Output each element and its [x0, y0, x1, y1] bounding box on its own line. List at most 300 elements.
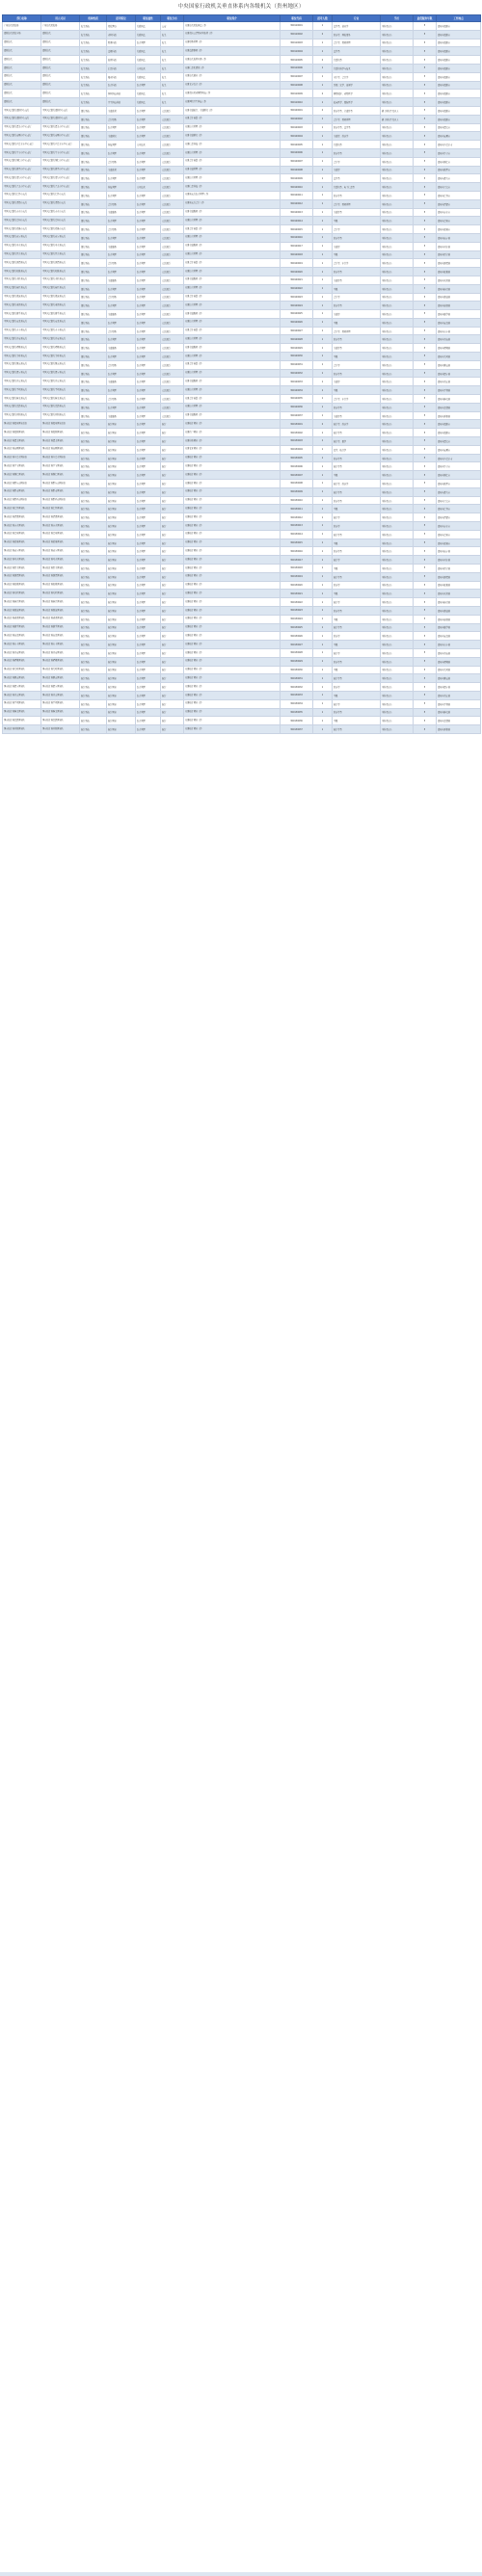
table-cell: 查验科员 [107, 30, 136, 39]
table-cell: 本科及以上 [381, 90, 414, 98]
table-cell: 中国人民银行平坝县支行 [41, 386, 80, 395]
table-cell: 综合管理 [107, 217, 136, 225]
table-cell: 本科及以上 [381, 683, 414, 692]
table-cell: 人民银行 [161, 259, 184, 268]
table-cell: 贵州省天柱县 [437, 590, 481, 598]
column-header: 职位简介 [184, 15, 281, 22]
table-cell: 300130018 [281, 565, 313, 573]
table-cell: 300130006 [281, 462, 313, 471]
table-cell: 中国人民银行贵阳中心支行 [41, 106, 80, 115]
table-cell: 从事统计调查工作 [184, 539, 281, 547]
table-cell: 统计系统 [80, 496, 107, 505]
table-cell: 贵州省湄潭县 [437, 259, 481, 268]
table-row [3, 259, 481, 268]
table-cell: 300110005 [281, 56, 313, 65]
table-cell: 从事县支行会计工作 [184, 199, 281, 208]
table-cell: 从事海关监管业务工作 [184, 56, 281, 65]
table-cell: 从事综合管理工作 [184, 268, 281, 276]
table-cell: 不限 [333, 250, 381, 259]
recruitment-table [2, 14, 481, 734]
table-cell: 5 [414, 606, 437, 615]
table-cell: 5 [414, 572, 437, 581]
table-cell: 统计 [161, 598, 184, 607]
table-cell: 中国人民银行望谟县支行 [41, 302, 80, 310]
table-cell: 从事县支行综合管理工作 [184, 191, 281, 199]
table-cell: 中国人民银行息烽县支行 [3, 403, 41, 411]
table-cell: 中国人民银行贞丰县支行 [41, 327, 80, 335]
table-cell: 1 [313, 327, 333, 335]
table-cell: 300130028 [281, 648, 313, 657]
table-row [3, 513, 481, 522]
table-cell: 经济学类 [333, 369, 381, 378]
table-row [3, 530, 481, 539]
table-cell: 银行系统 [80, 106, 107, 115]
table-cell: 从事综合管理工作 [184, 250, 281, 259]
table-cell: 综合科员 [107, 81, 136, 90]
table-cell: 中国人民银行毕节市中心支行 [3, 148, 41, 157]
table-cell: 5 [414, 539, 437, 547]
table-cell: 统计 [161, 666, 184, 674]
table-cell: 统计调查 [107, 708, 136, 717]
table-cell: 5 [414, 64, 437, 72]
table-cell: 本科及以上 [381, 632, 414, 641]
table-cell: 人民银行 [161, 276, 184, 284]
table-cell: 中国人民银行铜仁市中心支行 [41, 157, 80, 166]
table-cell: 1 [313, 471, 333, 480]
table-cell: 中国人民银行荔波县支行 [41, 293, 80, 302]
table-row [3, 47, 481, 56]
table-cell: 国家统计局普定调查队 [3, 691, 41, 699]
table-cell: 本科及以上 [381, 581, 414, 590]
table-cell: 统计调查 [107, 522, 136, 531]
table-cell: 贵阳海关 [41, 72, 80, 81]
table-cell: 中国人民银行凯里市中心支行 [3, 166, 41, 174]
table-cell: 综合管理 [136, 429, 161, 437]
table-cell: 300120030 [281, 353, 313, 361]
table-cell: 本科及以上 [381, 369, 414, 378]
table-cell: 统计调查 [107, 674, 136, 683]
table-cell: 300130032 [281, 683, 313, 692]
table-cell: 从事会计核算工作 [184, 293, 281, 302]
table-cell: 统计 [161, 505, 184, 513]
table-cell: 综合管理 [136, 132, 161, 141]
table-row [3, 378, 481, 386]
table-cell: 不限 [333, 717, 381, 725]
table-cell: 300110002 [281, 30, 313, 39]
table-cell: 综合管理 [136, 496, 161, 505]
table-cell: 贵州省紫云县 [437, 360, 481, 369]
table-cell: 贵州省盘州市 [437, 530, 481, 539]
table-row [3, 72, 481, 81]
table-cell: 从事综合管理工作 [184, 403, 281, 411]
table-cell: 本科及以上 [381, 547, 414, 556]
table-cell: 统计 [161, 590, 184, 598]
table-cell: 统计调查 [107, 505, 136, 513]
table-cell: 统计系统 [80, 623, 107, 632]
table-cell: 金融学 [333, 166, 381, 174]
table-cell: 中国人民银行织金县支行 [41, 250, 80, 259]
table-cell: 从事会计核算工作 [184, 259, 281, 268]
table-cell: 1 [313, 395, 333, 404]
table-cell: 统计学 [333, 648, 381, 657]
table-cell: 中国人民银行普定县支行 [41, 378, 80, 386]
table-cell: 贵州省福泉市 [437, 225, 481, 234]
table-cell: 300130029 [281, 657, 313, 666]
table-cell: 人民银行 [161, 386, 184, 395]
table-cell: 从事综合管理工作 [184, 302, 281, 310]
table-cell: 银行系统 [80, 386, 107, 395]
table-cell: 从事进出境动植物检疫工作 [184, 90, 281, 98]
column-header: 部门名称 [3, 15, 41, 22]
table-cell: 法学类 [333, 174, 381, 183]
table-row [3, 420, 481, 429]
table-cell: 贵州省贵阳市 [437, 64, 481, 72]
table-cell: 2 [313, 90, 333, 98]
table-cell: 中国人民银行六盘水市中心支行 [41, 141, 80, 149]
table-cell: 综合管理 [136, 199, 161, 208]
table-cell: 贵州省榕江县 [437, 598, 481, 607]
table-cell: 行政执法 [136, 98, 161, 107]
table-cell: 300130001 [281, 420, 313, 429]
table-cell: 从事统计调查工作 [184, 674, 281, 683]
table-cell: 经济学类 [333, 233, 381, 242]
table-cell: 从事综合管理工作 [184, 369, 281, 378]
table-cell: 本科及以上 [381, 717, 414, 725]
table-cell: 中国人民银行榕江县支行 [41, 284, 80, 293]
table-cell: 综合管理 [136, 513, 161, 522]
table-cell: 本科及以上 [381, 454, 414, 462]
table-cell: 贵州省贵阳市 [437, 90, 481, 98]
table-cell: 统计 [161, 691, 184, 699]
table-cell: 人民银行 [161, 157, 184, 166]
table-cell: 从事统计调查工作 [184, 480, 281, 488]
table-cell: 不限 [333, 590, 381, 598]
table-cell: 不限 [333, 318, 381, 327]
table-cell: 1 [313, 344, 333, 353]
table-row [3, 395, 481, 404]
table-cell: 1 [313, 615, 333, 623]
table-cell: 银行系统 [80, 132, 107, 141]
table-cell: 5 [414, 683, 437, 692]
table-row [3, 581, 481, 590]
table-cell: 贵州省望谟县 [437, 615, 481, 623]
table-cell: 中国人民银行贞丰县支行 [3, 327, 41, 335]
table-row [3, 64, 481, 72]
table-row [3, 539, 481, 547]
table-cell: 本科及以上 [381, 259, 414, 268]
table-cell: 300120035 [281, 395, 313, 404]
table-cell: 银行系统 [80, 369, 107, 378]
table-cell: 人民银行 [161, 353, 184, 361]
table-row [3, 208, 481, 217]
table-cell: 综合管理 [136, 403, 161, 411]
table-row [3, 250, 481, 259]
table-row [3, 708, 481, 717]
table-cell: 5 [414, 581, 437, 590]
table-cell: 贵州省福泉市 [437, 539, 481, 547]
table-cell: 300110003 [281, 39, 313, 47]
table-cell: 统计调查 [107, 420, 136, 429]
table-cell: 从事国境卫生检疫工作 [184, 98, 281, 107]
table-cell: 5 [414, 318, 437, 327]
table-cell: 本科及以上 [381, 302, 414, 310]
table-cell: 综合管理 [136, 157, 161, 166]
table-cell: 中国人民银行福泉市支行 [3, 225, 41, 234]
table-cell: 1 [313, 225, 333, 234]
table-cell: 会计财务 [107, 360, 136, 369]
table-cell: 财务科员 [107, 39, 136, 47]
table-cell: 1 [313, 429, 333, 437]
table-cell: 不限 [333, 505, 381, 513]
table-cell: 本科及以上 [381, 39, 414, 47]
table-cell: 经济学类 [333, 403, 381, 411]
table-cell: 1 [313, 199, 333, 208]
table-cell: 国家统计局晴隆调查队 [3, 657, 41, 666]
table-cell: 统计学 [333, 699, 381, 708]
table-cell: 5 [414, 90, 437, 98]
table-cell: 海关系统 [80, 22, 107, 31]
table-cell: 贵州省贵阳市 [437, 98, 481, 107]
table-cell: 300110004 [281, 47, 313, 56]
table-row [3, 199, 481, 208]
table-cell: 1 [313, 293, 333, 302]
table-cell: 统计系统 [80, 657, 107, 666]
table-cell: 综合管理 [136, 615, 161, 623]
table-cell: 贵州省都匀市 [437, 174, 481, 183]
table-row [3, 565, 481, 573]
table-cell: 国家统计局晴隆调查队 [41, 657, 80, 666]
table-cell: 1 [313, 606, 333, 615]
bottom-bar [0, 2572, 482, 2576]
table-cell: 从事金融统计、金融研究工作 [184, 106, 281, 115]
table-cell: 综合管理 [136, 191, 161, 199]
table-cell: 统计调查 [107, 657, 136, 666]
table-cell: 统计 [161, 641, 184, 649]
table-cell: 贵阳海关 [3, 98, 41, 107]
table-cell: 本科及以上 [381, 335, 414, 344]
table-cell: 1 [313, 242, 333, 250]
table-cell: 统计 [161, 437, 184, 446]
table-cell: 统计系统 [80, 641, 107, 649]
table-cell: 本科及以上 [381, 708, 414, 717]
table-cell: 1 [313, 157, 333, 166]
table-row [3, 369, 481, 378]
table-cell: 中国人民银行清镇市支行 [3, 199, 41, 208]
table-cell: 统计学、数学 [333, 437, 381, 446]
table-cell: 2 [313, 56, 333, 65]
table-cell: 贵州省六盘水市 [437, 141, 481, 149]
table-cell: 1 [313, 166, 333, 174]
table-row [3, 641, 481, 649]
table-cell: 会计学 [333, 360, 381, 369]
table-cell: 综合管理 [136, 148, 161, 157]
table-cell: 本科及以上 [381, 217, 414, 225]
table-cell: 300130037 [281, 725, 313, 734]
table-row [3, 318, 481, 327]
table-cell: 海关系统 [80, 98, 107, 107]
table-cell: 统计调查 [107, 454, 136, 462]
table-cell: 1 [313, 183, 333, 192]
table-cell: 统计调查 [107, 565, 136, 573]
table-cell: 1 [313, 539, 333, 547]
table-cell: 中国人民银行松桃县支行 [3, 268, 41, 276]
table-cell: 本科及以上 [381, 725, 414, 734]
column-header: 学历 [381, 15, 414, 22]
table-cell: 法规科员 [107, 47, 136, 56]
table-cell: 贵阳海关 [41, 81, 80, 90]
table-cell: 1 [313, 708, 333, 717]
table-cell: 综合管理 [136, 471, 161, 480]
table-cell: 300130008 [281, 480, 313, 488]
table-cell: 本科及以上 [381, 691, 414, 699]
table-cell: 贵州省息烽县 [437, 403, 481, 411]
table-cell: 本科及以上 [381, 462, 414, 471]
table-cell: 1 [313, 353, 333, 361]
table-cell: 综合管理 [107, 284, 136, 293]
column-header: 用人司局 [41, 15, 80, 22]
table-cell: 贵州省开阳县 [437, 725, 481, 734]
table-cell: 国家统计局福泉调查队 [3, 539, 41, 547]
table-cell: 贵阳海关 [3, 56, 41, 65]
table-cell: 从事统计调查工作 [184, 420, 281, 429]
table-cell: 贵州省毕节市 [437, 462, 481, 471]
table-cell: 从事统计调查工作 [184, 648, 281, 657]
table-cell: 300120007 [281, 157, 313, 166]
table-cell: 1 [313, 641, 333, 649]
table-cell: 从事统计调查工作 [184, 496, 281, 505]
table-cell: 金融学 [333, 310, 381, 319]
table-cell: 国家统计局仁怀调查队 [3, 505, 41, 513]
table-cell: 贵州省榕江县 [437, 284, 481, 293]
table-row [3, 725, 481, 734]
table-cell: 从事综合管理工作 [184, 217, 281, 225]
table-cell: 300120013 [281, 208, 313, 217]
table-cell: 行政执法 [136, 30, 161, 39]
table-cell: 贵阳海关 [3, 39, 41, 47]
table-cell: 统计调查 [107, 539, 136, 547]
table-cell: 金融服务 [107, 208, 136, 217]
table-cell: 5 [414, 395, 437, 404]
table-cell: 经济学、国际贸易 [333, 30, 381, 39]
table-cell: 综合管理 [107, 123, 136, 132]
table-row [3, 606, 481, 615]
table-cell: 稽查科员 [107, 72, 136, 81]
table-cell: 从事统计调查工作 [184, 454, 281, 462]
table-cell: 300120028 [281, 335, 313, 344]
table-cell: 统计学类 [333, 725, 381, 734]
table-cell: 300120037 [281, 411, 313, 420]
table-cell: 统计系统 [80, 717, 107, 725]
table-cell: 贵州省修文县 [437, 708, 481, 717]
table-cell: 中国人民银行安龙县支行 [3, 318, 41, 327]
table-cell: 从事金融管理工作 [184, 166, 281, 174]
table-cell: 统计调查 [107, 691, 136, 699]
table-cell: 综合管理 [136, 395, 161, 404]
table-cell: 统计系统 [80, 725, 107, 734]
column-header: 职位属性 [136, 15, 161, 22]
table-cell: 中国人民银行毕节市中心支行 [41, 148, 80, 157]
table-cell: 本科及以上 [381, 572, 414, 581]
table-cell: 银行系统 [80, 123, 107, 132]
table-cell: 中国人民银行赤水市支行 [3, 208, 41, 217]
table-cell: 国家统计局黔东南调查队 [3, 480, 41, 488]
table-cell: 综合管理 [136, 565, 161, 573]
table-cell: 贵州省仁怀市 [437, 505, 481, 513]
table-cell: 从事综合管理工作 [184, 318, 281, 327]
table-cell: 贵州省六盘水市 [437, 454, 481, 462]
table-cell: 从事住户调查工作 [184, 429, 281, 437]
table-cell: 不限 [333, 565, 381, 573]
table-cell: 国家统计局普安调查队 [3, 648, 41, 657]
table-cell: 中国人民银行盘州市支行 [41, 217, 80, 225]
table-cell: 海关系统 [80, 64, 107, 72]
table-cell: 从事金融服务工作 [184, 411, 281, 420]
table-cell: 银行系统 [80, 327, 107, 335]
table-cell: 人民银行 [161, 225, 184, 234]
table-cell: 贵州省安顺市 [437, 445, 481, 454]
table-cell: 统计系统 [80, 632, 107, 641]
table-cell: 300130030 [281, 666, 313, 674]
table-cell: 统计系统 [80, 437, 107, 446]
table-cell: 5 [414, 496, 437, 505]
table-cell: 综合管理 [136, 641, 161, 649]
table-cell: 人民银行 [161, 378, 184, 386]
table-cell: 5 [414, 708, 437, 717]
table-cell: 5 [414, 344, 437, 353]
table-cell: 综合管理 [107, 353, 136, 361]
table-cell: 国家统计局黔南调查队 [41, 487, 80, 496]
table-row [3, 293, 481, 302]
table-cell: 国家统计局息烽调查队 [41, 717, 80, 725]
table-cell: 国家统计局黔西南调查队 [3, 496, 41, 505]
table-cell: 综合管理 [136, 487, 161, 496]
table-cell: 人民银行 [161, 327, 184, 335]
table-cell: 统计系统 [80, 505, 107, 513]
table-cell: 2 [313, 106, 333, 115]
table-cell: 统计系统 [80, 699, 107, 708]
table-cell: 从事统计调查工作 [184, 641, 281, 649]
table-cell: 统计调查 [107, 623, 136, 632]
table-cell: 本科及以上 [381, 378, 414, 386]
table-cell: 本科及以上 [381, 395, 414, 404]
table-cell: 国家统计局织金调查队 [3, 565, 41, 573]
table-cell: 1 [313, 632, 333, 641]
table-row [3, 141, 481, 149]
table-cell: 贵州省贵阳市 [437, 429, 481, 437]
table-cell: 专业技术 [136, 64, 161, 72]
table-cell: 300130035 [281, 708, 313, 717]
table-cell: 行政执法 [136, 56, 161, 65]
table-cell: 经济学类、法学类 [333, 123, 381, 132]
table-cell: 贵州省贞丰县 [437, 641, 481, 649]
table-cell: 贵州省贵阳市 [437, 56, 481, 65]
table-cell: 会计学、审计学 [333, 395, 381, 404]
table-cell: 从事统计调查工作 [184, 556, 281, 565]
table-cell: 贵州省清镇市 [437, 199, 481, 208]
table-cell: 1 [313, 72, 333, 81]
table-row [3, 590, 481, 598]
table-row [3, 505, 481, 513]
table-cell: 统计 [161, 496, 184, 505]
table-cell: 人民银行 [161, 411, 184, 420]
table-cell: 中国人民银行松桃县支行 [41, 268, 80, 276]
table-cell: 300130022 [281, 598, 313, 607]
table-cell: 5 [414, 327, 437, 335]
table-cell: 统计调查 [107, 717, 136, 725]
table-cell: 统计 [161, 487, 184, 496]
table-cell: 中国人民银行关岭县支行 [3, 353, 41, 361]
table-cell: 国家统计局榕江调查队 [41, 598, 80, 607]
